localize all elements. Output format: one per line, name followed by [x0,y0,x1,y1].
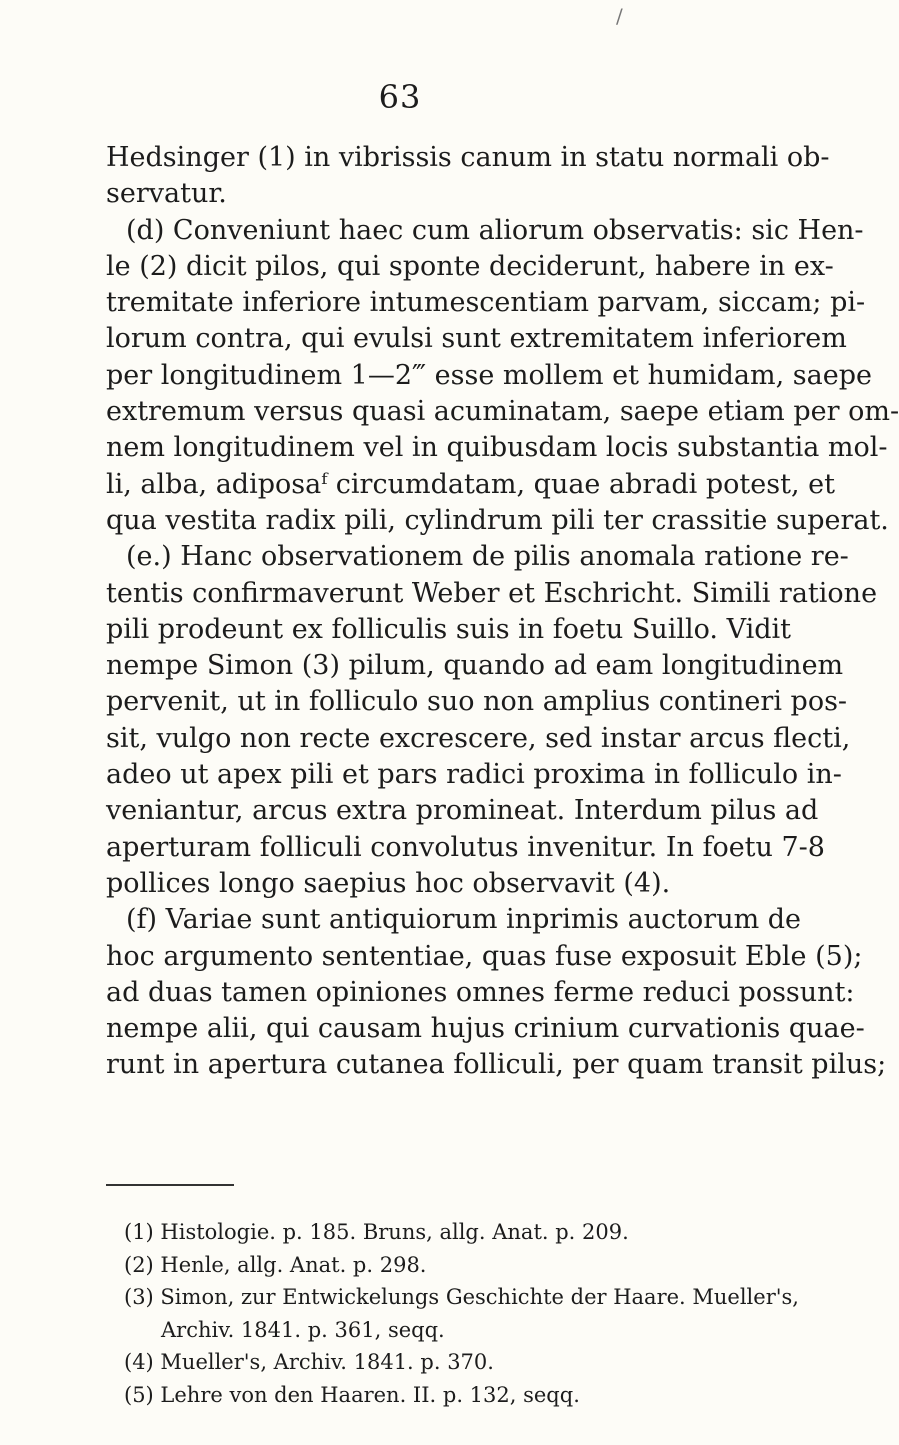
text-line: aperturam folliculi convolutus invenitur. In foetu 7-8 [106,831,825,863]
text-line: le (2) dicit pilos, qui sponte deciderunt, habere in ex- [106,250,834,282]
text-line: hoc argumento sententiae, quas fuse exposuit Eble (5); [106,940,863,972]
stray-mark: / [616,4,623,28]
footnote: (5) Lehre von den Haaren. II. p. 132, seqq. [124,1382,580,1407]
text-line: (d) Conveniunt haec cum aliorum observatis: sic Hen- [126,214,864,246]
footnotes [124,1216,799,1411]
text-line: li, alba, adiposaᶠ circumdatam, quae abradi potest, et [106,468,835,500]
text-line: ad duas tamen opiniones omnes ferme reduci possunt: [106,976,855,1008]
footnote-divider [106,1184,234,1186]
text-line: pervenit, ut in folliculo suo non amplius contineri pos- [106,686,848,718]
footnote-continuation: Archiv. 1841. p. 361, seqq. [161,1317,445,1342]
text-line: extremum versus quasi acuminatam, saepe etiam per om- [106,396,899,428]
footnote: (3) Simon, zur Entwickelungs Geschichte der Haare. Mueller's, [124,1285,799,1309]
text-line: per longitudinem 1—2‴ esse mollem et humidam, saepe [106,359,872,391]
text-line: lorum contra, qui evulsi sunt extremitatem inferiorem [106,323,847,355]
footnote: (2) Henle, allg. Anat. p. 298. [124,1252,427,1277]
text-line: (e.) Hanc observationem de pilis anomala ratione re- [126,541,849,573]
text-line: qua vestita radix pili, cylindrum pili ter crassitie superat. [106,504,889,536]
text-line: tentis confirmaverunt Weber et Eschricht. Simili ratione [106,577,878,609]
text-line: nempe alii, qui causam hujus crinium curvationis quae- [106,1013,865,1045]
text-line: sit, vulgo non recte excrescere, sed instar arcus flecti, [106,722,851,754]
text-line: tremitate inferiore intumescentiam parvam, siccam; pi- [106,287,866,319]
text-line: nem longitudinem vel in quibusdam locis substantia mol- [106,432,888,464]
text-line: nempe Simon (3) pilum, quando ad eam longitudinem [106,650,844,682]
text-line: Hedsinger (1) in vibrissis canum in statu normali ob- [106,142,830,173]
text-line: servatur. [106,178,227,210]
text-line: veniantur, arcus extra promineat. Interdum pilus ad [106,795,819,827]
text-line: (f) Variae sunt antiquiorum inprimis auctorum de [126,904,802,936]
footnote: (1) Histologie. p. 185. Bruns, allg. Anat. p. 209. [124,1220,629,1244]
text-line: pollices longo saepius hoc observavit (4). [106,867,671,899]
footnote: (4) Mueller's, Archiv. 1841. p. 370. [124,1350,494,1374]
text-line: pili prodeunt ex folliculis suis in foetu Suillo. Vidit [106,613,791,645]
page-number: 63 [378,78,422,116]
text-line: adeo ut apex pili et pars radici proxima in folliculo in- [106,759,842,791]
text-line: runt in apertura cutanea folliculi, per quam transit pilus; [106,1049,887,1081]
body-text [106,140,899,1084]
